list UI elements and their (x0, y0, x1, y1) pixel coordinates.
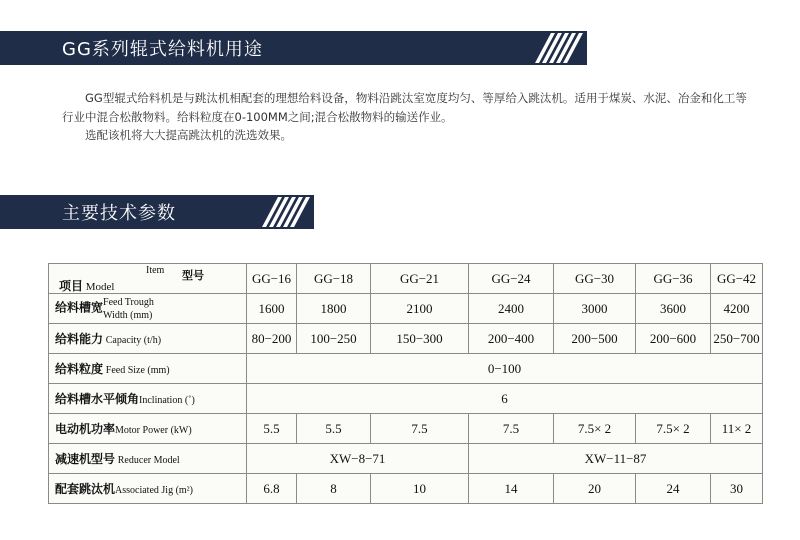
table-cell: 200−500 (554, 324, 636, 354)
table-cell: 100−250 (297, 324, 371, 354)
header-model: GG−16 (247, 264, 297, 294)
table-cell-merged: 0−100 (247, 354, 763, 384)
table-cell: 7.5× 2 (636, 414, 711, 444)
header-model-zh: 型号 (182, 269, 204, 282)
table-row (49, 414, 763, 444)
table-cell: 2100 (371, 294, 469, 324)
section-banner-usage (0, 31, 587, 65)
row-label: 配套跳汰机Associated Jig (m²) (49, 474, 247, 504)
table-cell: 5.5 (247, 414, 297, 444)
table-cell: 11× 2 (711, 414, 763, 444)
table-row (49, 354, 763, 384)
header-model: GG−21 (371, 264, 469, 294)
intro-paragraph-1: GG型辊式给料机是与跳汰机相配套的理想给料设备，物料沿跳汰室宽度均匀、等厚给入跳汰机。适用于煤炭、水泥、冶金和化工等行业中混合松散物料。给料粒度在0-100MM之间;混合松散物料的输送作业。 (62, 91, 747, 124)
table-cell: 7.5 (469, 414, 554, 444)
table-cell: 150−300 (371, 324, 469, 354)
table-cell: 200−400 (469, 324, 554, 354)
table-cell: 3000 (554, 294, 636, 324)
table-cell: 4200 (711, 294, 763, 324)
header-model: GG−24 (469, 264, 554, 294)
intro-text (62, 89, 752, 145)
row-label: 电动机功率Motor Power (kW) (49, 414, 247, 444)
table-cell-merged: 6 (247, 384, 763, 414)
row-label: 给料能力 Capacity (t/h) (49, 324, 247, 354)
table-cell: 10 (371, 474, 469, 504)
table-cell: 24 (636, 474, 711, 504)
table-row (49, 324, 763, 354)
table-cell: 30 (711, 474, 763, 504)
table-cell: 80−200 (247, 324, 297, 354)
header-item-en: Item (146, 265, 165, 276)
table-row (49, 384, 763, 414)
table-header-row (49, 264, 763, 294)
table-cell-merged: XW−11−87 (469, 444, 763, 474)
table-cell: 7.5 (371, 414, 469, 444)
table-row (49, 444, 763, 474)
header-model: GG−36 (636, 264, 711, 294)
table-cell: 250−700 (711, 324, 763, 354)
row-label: 给料粒度 Feed Size (mm) (49, 354, 247, 384)
header-model: GG−42 (711, 264, 763, 294)
table-cell: 3600 (636, 294, 711, 324)
table-cell: 1600 (247, 294, 297, 324)
table-cell: 7.5× 2 (554, 414, 636, 444)
table-cell: 20 (554, 474, 636, 504)
table-row (49, 474, 763, 504)
section-title-specs: 主要技术参数 (62, 203, 176, 224)
stripes-decoration (267, 195, 314, 229)
section-title-usage: GG系列辊式给料机用途 (62, 39, 263, 60)
table-cell: 5.5 (297, 414, 371, 444)
table-cell: 6.8 (247, 474, 297, 504)
row-label: 给料槽宽Feed Trough Width (mm) (49, 294, 247, 324)
header-label: 项目 Model (59, 279, 115, 293)
table-row (49, 294, 763, 324)
header-model: GG−30 (554, 264, 636, 294)
table-cell: 200−600 (636, 324, 711, 354)
header-corner-cell (49, 264, 247, 294)
table-cell: 1800 (297, 294, 371, 324)
row-label: 给料槽水平倾角Inclination (˚) (49, 384, 247, 414)
stripes-decoration (540, 31, 587, 65)
spec-table (48, 263, 763, 504)
row-label: 减速机型号 Reducer Model (49, 444, 247, 474)
section-banner-specs (0, 195, 314, 229)
intro-paragraph-2: 选配该机将大大提高跳汰机的洗选效果。 (85, 128, 292, 142)
table-cell: 14 (469, 474, 554, 504)
table-cell: 2400 (469, 294, 554, 324)
table-cell-merged: XW−8−71 (247, 444, 469, 474)
table-cell: 8 (297, 474, 371, 504)
header-model: GG−18 (297, 264, 371, 294)
